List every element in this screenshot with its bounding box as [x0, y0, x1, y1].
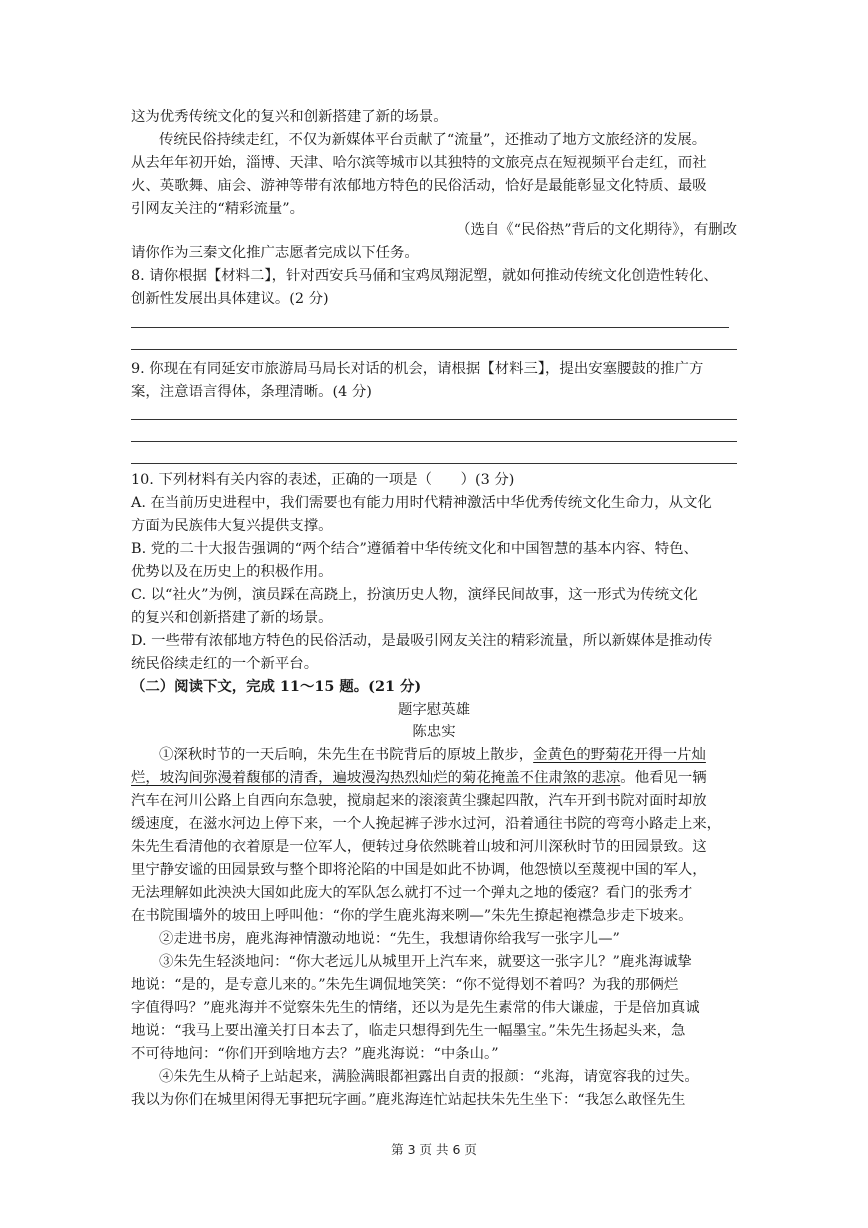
question-8: 8. 请你根据【材料二】，针对西安兵马俑和宝鸡凤翔泥塑，就如何推动传统文化创造性转化、: [131, 268, 718, 284]
section-heading: （二）阅读下文，完成 11～15 题。(21 分): [131, 678, 422, 695]
question-8-cont: 创新性发展出具体建议。(2 分): [131, 291, 329, 307]
question-9-cont: 案，注意语言得体，条理清晰。(4 分): [131, 384, 372, 400]
answer-line[interactable]: [131, 441, 737, 442]
option-a-cont: 方面为民族伟大复兴提供支撑。: [131, 518, 333, 534]
option-c: C. 以“社火”为例，演员踩在高跷上，扮演历史人物，演绎民间故事，这一形式为传统文化: [131, 587, 698, 603]
option-d: D. 一些带有浓郁地方特色的民俗活动，是最吸引网友关注的精彩流量，所以新媒体是推动传: [131, 633, 713, 649]
story-line: 朱先生看清他的衣着原是一位军人，便转过身依然眺着山坡和河川深秋时节的田园景致。这: [131, 839, 707, 855]
story-line: 地说：“是的，是专意儿来的。”朱先生调侃地笑笑：“你不觉得划不着吗？为我的那俩烂: [131, 977, 679, 993]
underlined-text: 金黄色的野菊花开得一片灿: [533, 747, 706, 763]
underlined-text: 烂，坡沟间弥漫着馥郁的清香，遍坡漫沟热烈灿烂的菊花掩盖不住肃煞的悲凉: [131, 770, 621, 786]
story-line: 里宁静安谧的田园景致与整个即将沦陷的中国是如此不协调，他怨愤以至蔑视中国的军人，: [131, 862, 707, 878]
answer-line[interactable]: [131, 327, 729, 328]
story-line: ③朱先生轻淡地问：“你大老远儿从城里开上汽车来，就要这一张字儿？”鹿兆海诚挚: [159, 954, 692, 970]
story-line: ②走进书房，鹿兆海神情激动地说：“先生，我想请你给我写一张字儿—”: [159, 931, 620, 947]
paragraph-line: 火、英歌舞、庙会、游神等带有浓郁地方特色的民俗活动，恰好是最能彰显文化特质、最吸: [131, 178, 707, 194]
story-line: 无法理解如此泱泱大国如此庞大的军队怎么就打不过一个弹丸之地的倭寇？看门的张秀才: [131, 885, 693, 901]
story-text: 。他看见一辆: [620, 770, 707, 786]
story-line: 不可待地问：“你们开到啥地方去？”鹿兆海说：“中条山。”: [131, 1046, 499, 1062]
option-c-cont: 的复兴和创新搭建了新的场景。: [131, 610, 333, 626]
story-line: 字值得吗？”鹿兆海并不觉察朱先生的情绪，还以为是先生素常的伟大谦虚，于是倍加真诚: [131, 1000, 700, 1016]
option-d-cont: 统民俗续走红的一个新平台。: [131, 656, 319, 672]
paragraph-line: 引网友关注的“精彩流量”。: [131, 201, 305, 217]
paragraph-line: 从去年年初开始，淄博、天津、哈尔滨等城市以其独特的文旅亮点在短视频平台走红，而社: [131, 155, 707, 171]
option-b-cont: 优势以及在历史上的积极作用。: [131, 564, 333, 580]
answer-line[interactable]: [131, 419, 737, 420]
story-line: [159, 745, 737, 765]
story-author: 陈忠实: [412, 724, 456, 740]
story-line: 地说：“我马上要出潼关打日本去了，临走只想得到先生一幅墨宝。”朱先生扬起头来，急: [131, 1023, 686, 1039]
option-b: B. 党的二十大报告强调的“两个结合”遵循着中华传统文化和中国智慧的基本内容、特色、: [131, 541, 698, 557]
story-title: 题字慰英雄: [398, 702, 470, 718]
story-text: ①深秋时节的一天后晌，朱先生在书院背后的原坡上散步，: [159, 747, 534, 763]
paragraph-line: 传统民俗持续走红，不仅为新媒体平台贡献了“流量”，还推动了地方文旅经济的发展。: [159, 132, 707, 148]
story-line: 缓速度，在滋水河边上停下来，一个人挽起裤子涉水过河，沿着通往书院的弯弯小路走上来，: [131, 816, 722, 832]
story-line: [131, 768, 737, 788]
source-citation: （选自《“民俗热”背后的文化期待》，有删改: [456, 222, 737, 238]
page-number: 第 3 页 共 6 页: [391, 1142, 477, 1157]
story-line: 我以为你们在城里闲得无事把玩字画。”鹿兆海连忙站起扶朱先生坐下：“我怎么敢怪先生: [131, 1092, 686, 1108]
task-intro: 请你作为三秦文化推广志愿者完成以下任务。: [131, 245, 419, 261]
paragraph-line: 这为优秀传统文化的复兴和创新搭建了新的场景。: [131, 109, 448, 125]
story-line: 汽车在河川公路上自西向东急驶，搅扇起来的滚滚黄尘骤起四散，汽车开到书院对面时却放: [131, 793, 707, 809]
question-10: 10. 下列材料有关内容的表述，正确的一项是（ ）(3 分): [131, 472, 515, 488]
story-line: 在书院围墙外的坡田上呼叫他：“你的学生鹿兆海来咧—”朱先生撩起袍襟急步走下坡来。: [131, 908, 693, 924]
answer-line[interactable]: [131, 349, 737, 350]
question-9: 9. 你现在有同延安市旅游局马局长对话的机会，请根据【材料三】，提出安塞腰鼓的推广方: [131, 361, 704, 377]
answer-line[interactable]: [131, 463, 737, 464]
option-a: A. 在当前历史进程中，我们需要也有能力用时代精神激活中华优秀传统文化生命力，从文化: [131, 495, 712, 511]
story-line: ④朱先生从椅子上站起来，满脸满眼都袒露出自责的报颜：“兆海，请宽容我的过失。: [159, 1069, 699, 1085]
